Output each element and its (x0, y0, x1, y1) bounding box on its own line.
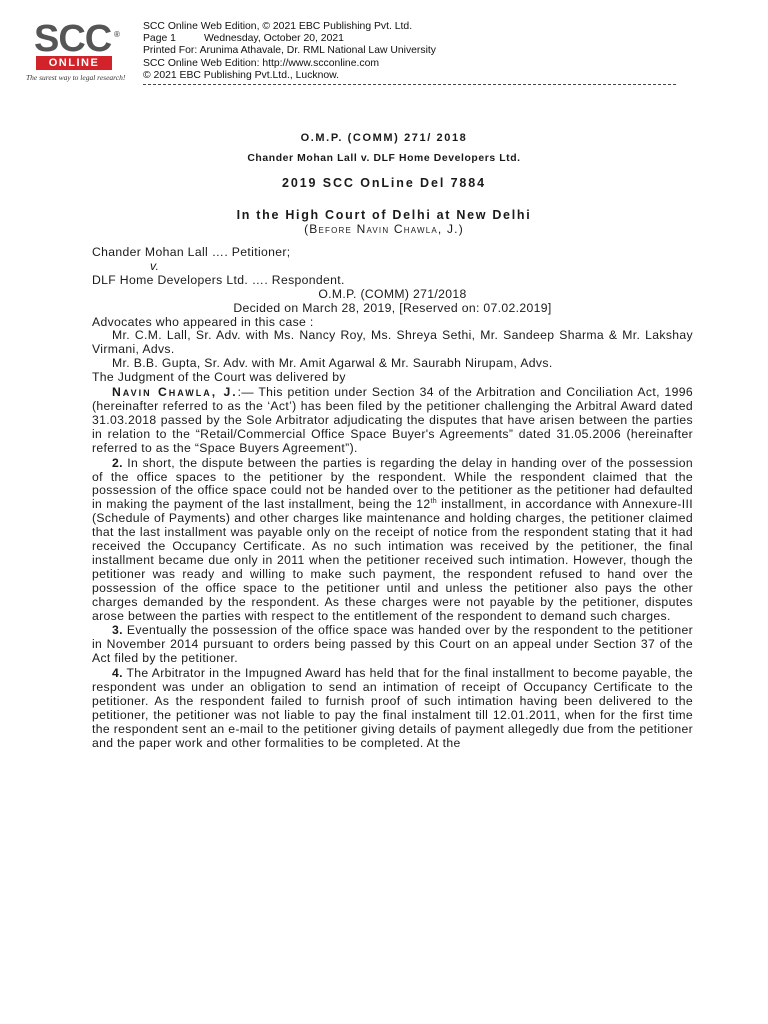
paragraph-2: 2. In short, the dispute between the parties is regarding the delay in handing over of the possession of the office spaces to the petitioner by the respondent. While the respondent claimed that the possession of the office space could not be handed over to the petitioner as the petitioner had defaulted in making the payment of the last installment, being the 12th installment, in accordance with Annexure-III (Schedule of Payments) and other charges like maintenance and holding charges, the petitioner claimed that the last installment was payable only on the receipt of notice from the respondent stating that it had received the Occupancy Certificate. As no such intimation was received by the petitioner, the final installment became due only in 2011 when the petitioner received such intimation. However, though the petitioner was ready and willing to make such payment, the respondent refused to hand over the possession of the office space to the petitioner until and unless the petitioner also pays the other charges demanded by the respondent. As these charges were not payable by the petitioner, disputes arose between the parties with respect to the entitlement of the respondent to demand such charges. (92, 455, 693, 623)
judge-name: Navin Chawla, J. (112, 385, 238, 400)
case-citation: 2019 SCC OnLine Del 7884 (281, 176, 486, 190)
advocates-respondent: Mr. B.B. Gupta, Sr. Adv. with Mr. Amit Agarwal & Mr. Saurabh Nirupam, Advs. (112, 356, 553, 371)
header-line-publisher: © 2021 EBC Publishing Pvt.Ltd., Lucknow. (143, 69, 339, 81)
bench-judge: Before Navin Chawla, J. (309, 222, 459, 236)
case-title: Chander Mohan Lall v. DLF Home Developers Ltd. (247, 153, 521, 164)
superscript-th: th (430, 498, 438, 506)
print-date: Wednesday, October 20, 2021 (203, 33, 344, 45)
scc-online-logo (26, 18, 132, 82)
header-line-page (143, 33, 436, 45)
header-line-printed-for: Printed For: Arunima Athavale, Dr. RML National Law University (143, 45, 436, 57)
paragraph-3: 3. Eventually the possession of the office space was handed over by the respondent to the petitioner in November 2014 pursuant to orders being passed by this Court on an appeal under Section 37 of the Act filed by the petitioner. (92, 623, 693, 666)
paragraph-2-number: 2. (112, 455, 123, 470)
case-number-heading: O.M.P. (COMM) 271/ 2018 (300, 132, 468, 144)
respondent-line: DLF Home Developers Ltd. …. Respondent. (92, 272, 345, 287)
logo-wordmark: SCC ® (34, 18, 119, 60)
petitioner-line: Chander Mohan Lall …. Petitioner; (92, 245, 291, 259)
decided-line: Decided on March 28, 2019, [Reserved on: 07.02.2019] (233, 300, 552, 315)
header-divider (143, 84, 676, 85)
print-header (143, 21, 436, 82)
judgment-intro: The Judgment of the Court was delivered by (92, 370, 346, 385)
case-number-line: O.M.P. (COMM) 271/2018 (318, 286, 467, 301)
paragraph-3-number: 3. (112, 623, 123, 638)
advocates-petitioner: Mr. C.M. Lall, Sr. Adv. with Ms. Nancy Roy, Ms. Shreya Sethi, Mr. Sandeep Sharma & Mr. Lakshay Virmani, Advs. (92, 328, 693, 357)
judgment-body (92, 246, 693, 751)
paragraph-1: Navin Chawla, J.:— This petition under Section 34 of the Arbitration and Conciliation Act, 1996 (hereinafter referred to as the ‘Act’) has been filed by the petitioner challenging the Arbitral Award dated 31.03.2018 passed by the Sole Arbitrator adjudicating the disputes that have arisen between the parties in relation to the “Retail/Commercial Office Space Buyer's Agreements” dated 31.05.2006 (hereinafter referred to as the “Space Buyers Agreement”). (92, 385, 693, 455)
registered-mark: ® (114, 30, 119, 39)
paragraph-4: 4. The Arbitrator in the Impugned Award has held that for the final installment to become payable, the respondent was under an obligation to send an intimation of receipt of Occupancy Certificate to the petitioner. As the respondent failed to furnish proof of such intimation having been delivered to the petitioner, the petitioner was not liable to pay the final instalment till 12.01.2011, when for the first time the respondent sent an e-mail to the petitioner giving details of payment allegedly due from the petitioner and the paper work and other formalities to be completed. At the (92, 666, 693, 750)
header-line-copyright: SCC Online Web Edition, © 2021 EBC Publishing Pvt. Ltd. (143, 21, 413, 32)
logo-tagline: The surest way to legal research! (26, 73, 126, 82)
page-number: Page 1 (143, 33, 176, 45)
advocates-heading: Advocates who appeared in this case : (92, 314, 314, 329)
bench: (Before Navin Chawla, J.) (304, 222, 464, 236)
header-line-website: SCC Online Web Edition: http://www.scconline.com (143, 57, 380, 69)
versus-line: v. (150, 258, 160, 273)
logo-online-banner: ONLINE (36, 56, 112, 70)
court-name: In the High Court of Delhi at New Delhi (236, 208, 532, 222)
paragraph-4-number: 4. (112, 666, 123, 681)
